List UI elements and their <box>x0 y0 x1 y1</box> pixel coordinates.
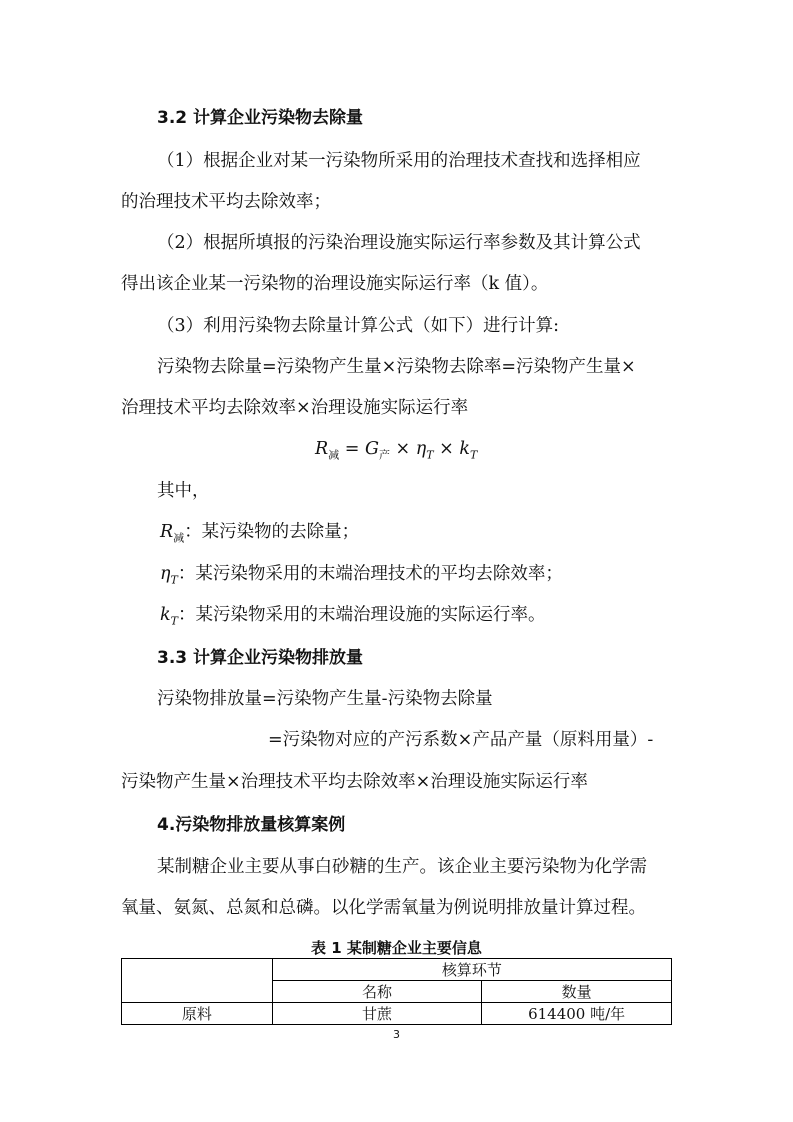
def-R-symbol: R <box>160 522 174 542</box>
formula-R: R <box>315 439 329 459</box>
formula-text-line-2: 治理技术平均去除效率×治理设施实际运行率 <box>121 398 469 418</box>
def-k-symbol: k <box>160 605 171 625</box>
def-eta-desc: ：某污染物采用的末端治理技术的平均去除效率； <box>177 564 563 584</box>
formula-eta-sub: T <box>426 448 434 462</box>
def-R-sub: 减 <box>173 531 185 545</box>
def-k-desc: ：某污染物采用的末端治理设施的实际运行率。 <box>177 605 546 625</box>
formula-times-1: × <box>389 439 416 459</box>
formula-times-2: × <box>433 439 460 459</box>
removal-formula <box>315 437 477 468</box>
definition-k <box>160 603 545 634</box>
formula-k-sub: T <box>470 448 478 462</box>
table-group-header: 核算环节 <box>272 959 671 981</box>
formula-text-line-1: 污染物去除量=污染物产生量×污染物去除率=污染物产生量× <box>157 357 636 377</box>
def-k-sub: T <box>170 614 178 628</box>
table-row-name: 甘蔗 <box>272 1003 482 1025</box>
page-number: 3 <box>393 1028 400 1041</box>
formula-G: G <box>364 439 379 459</box>
table-corner-cell <box>122 959 273 1003</box>
table-caption: 表 1 某制糖企业主要信息 <box>311 939 482 957</box>
definition-eta <box>160 562 563 593</box>
item-2-line-1: （2）根据所填报的污染治理设施实际运行率参数及其计算公式 <box>157 233 641 253</box>
formula-R-sub: 减 <box>328 448 340 462</box>
section-4-heading: 4.污染物排放量核算案例 <box>157 815 346 835</box>
emission-formula-line-2: =污染物对应的产污系数×产品产量（原料用量）- <box>268 730 654 750</box>
case-para-line-1: 某制糖企业主要从事白砂糖的生产。该企业主要污染物为化学需 <box>157 857 647 877</box>
item-1-line-1: （1）根据企业对某一污染物所采用的治理技术查找和选择相应 <box>157 151 641 171</box>
item-1-line-2: 的治理技术平均去除效率； <box>121 192 331 212</box>
formula-equals: = <box>339 439 365 459</box>
item-3: （3）利用污染物去除量计算公式（如下）进行计算: <box>157 316 560 336</box>
emission-formula-line-3: 污染物产生量×治理技术平均去除效率×治理设施实际运行率 <box>121 772 588 792</box>
table-col-name: 名称 <box>272 981 482 1003</box>
formula-eta: η <box>415 439 427 459</box>
definition-R <box>160 520 359 551</box>
def-R-desc: ：某污染物的去除量； <box>184 522 360 542</box>
table-row <box>122 1003 672 1025</box>
emission-formula-line-1: 污染物排放量=污染物产生量-污染物去除量 <box>157 689 493 709</box>
case-para-line-2: 氧量、氨氮、总氮和总磷。以化学需氧量为例说明排放量计算过程。 <box>121 898 646 918</box>
info-table <box>121 958 672 1025</box>
item-2-line-2: 得出该企业某一污染物的治理设施实际运行率（k 值）。 <box>121 274 549 294</box>
table-row-qty: 614400 吨/年 <box>482 1003 672 1025</box>
section-3-2-heading: 3.2 计算企业污染物去除量 <box>157 108 364 128</box>
def-eta-sub: T <box>170 573 178 587</box>
table-row-label: 原料 <box>122 1003 273 1025</box>
def-eta-symbol: η <box>160 564 171 584</box>
table-header-row-1 <box>122 959 672 981</box>
section-3-3-heading: 3.3 计算企业污染物排放量 <box>157 648 364 668</box>
formula-G-sub: 产 <box>378 448 390 462</box>
table-col-qty: 数量 <box>482 981 672 1003</box>
where-label: 其中， <box>157 481 210 501</box>
formula-k: k <box>459 439 471 459</box>
